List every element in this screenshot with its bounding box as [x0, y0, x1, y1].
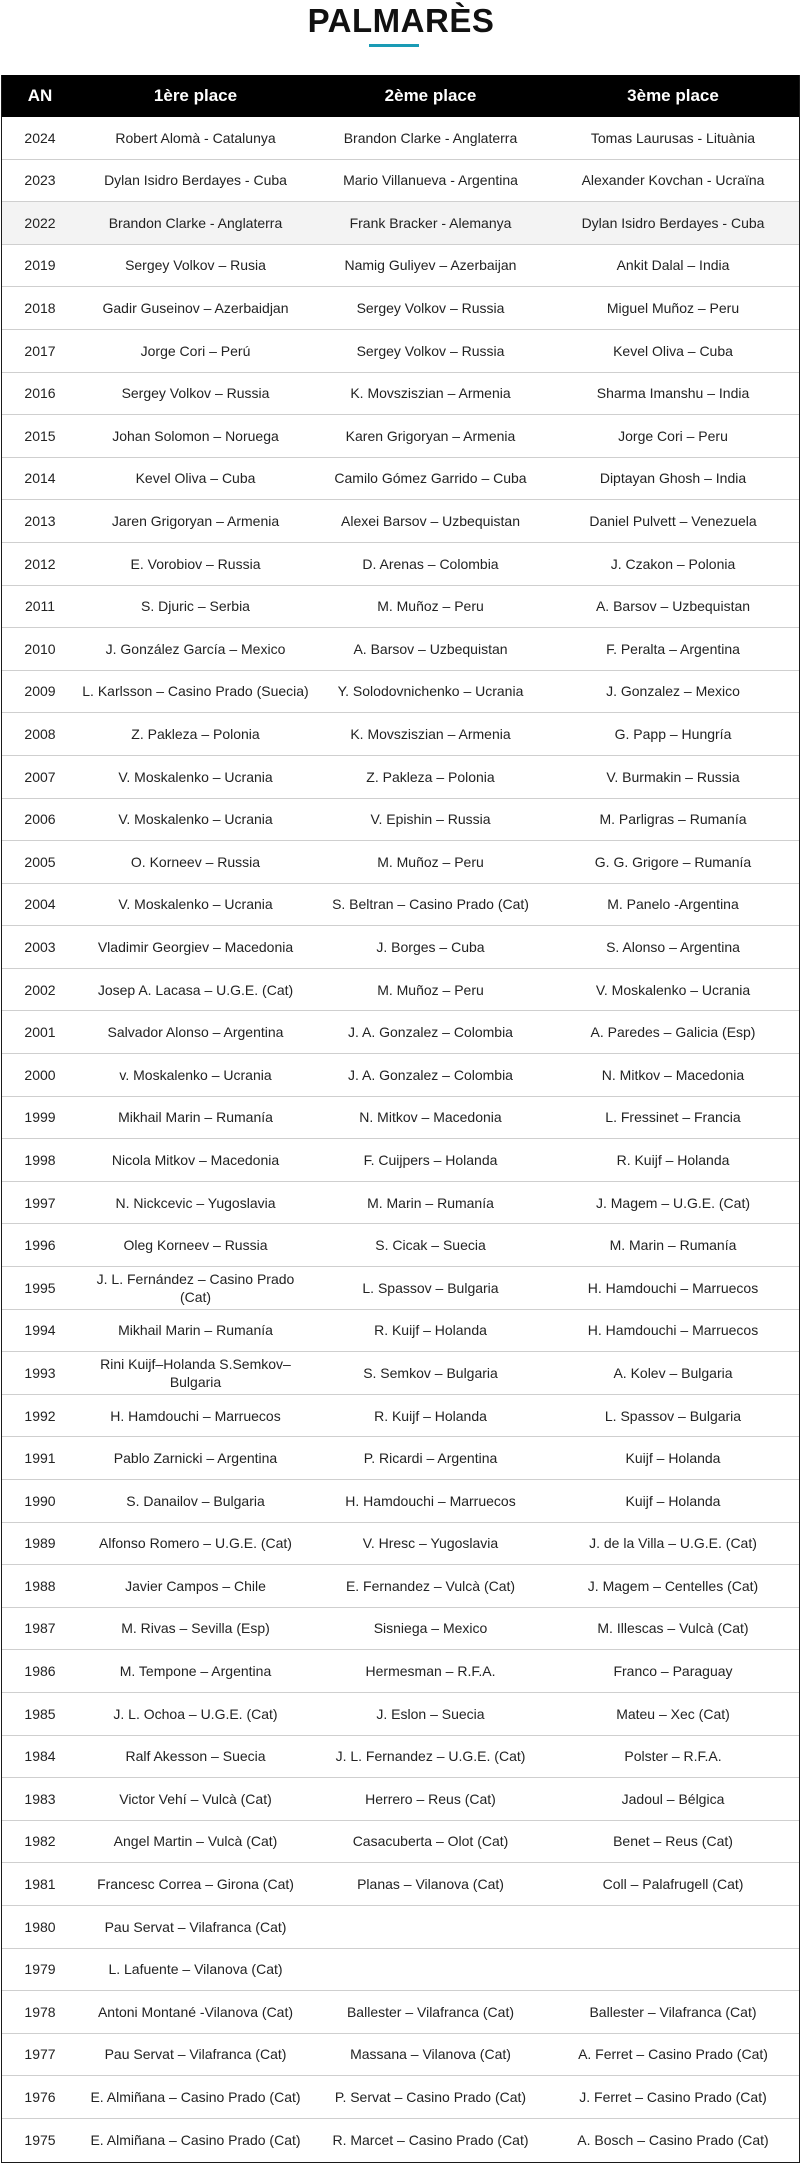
second-place-cell: S. Semkov – Bulgaria — [363, 1364, 498, 1381]
year-cell: 2006 — [24, 811, 56, 828]
table-row — [2, 287, 799, 330]
first-place-cell: Sergey Volkov – Russia — [121, 385, 270, 402]
first-place-cell: H. Hamdouchi – Marruecos — [110, 1407, 281, 1424]
third-place-cell: A. Barsov – Uzbequistan — [595, 598, 751, 615]
third-place-cell: Franco – Paraguay — [613, 1663, 733, 1680]
second-place-cell: Y. Solodovnichenko – Ucrania — [337, 683, 524, 700]
year-cell: 2011 — [24, 598, 56, 615]
second-place-cell: R. Kuijf – Holanda — [374, 1407, 487, 1424]
table-row — [2, 500, 799, 543]
year-cell: 1993 — [24, 1364, 56, 1381]
first-place-cell: Pablo Zarnicki – Argentina — [113, 1450, 278, 1467]
year-cell: 1978 — [24, 2003, 56, 2020]
table-row — [2, 202, 799, 245]
year-cell: 1984 — [24, 1748, 56, 1765]
first-place-cell: Pau Servat – Vilafranca (Cat) — [104, 1918, 287, 1935]
second-place-cell: Mario Villanueva - Argentina — [343, 172, 518, 189]
table-row — [2, 1736, 799, 1779]
second-place-cell: Camilo Gómez Garrido – Cuba — [334, 470, 527, 487]
first-place-cell: Jaren Grigoryan – Armenia — [111, 513, 280, 530]
year-cell: 1983 — [24, 1790, 56, 1807]
table-row — [2, 1650, 799, 1693]
first-place-cell: L. Karlsson – Casino Prado (Suecia) — [82, 683, 309, 700]
table-row — [2, 117, 799, 160]
header-second-place: 2ème place — [384, 86, 477, 105]
year-cell: 1981 — [24, 1876, 56, 1893]
year-cell: 1992 — [24, 1407, 56, 1424]
first-place-cell: Mikhail Marin – Rumanía — [118, 1109, 273, 1126]
second-place-cell: P. Ricardi – Argentina — [363, 1450, 498, 1467]
table-row — [2, 926, 799, 969]
second-place-cell: Hermesman – R.F.A. — [365, 1663, 496, 1680]
first-place-cell: Johan Solomon – Noruega — [112, 427, 279, 444]
third-place-cell: Jadoul – Bélgica — [621, 1790, 725, 1807]
first-place-cell: S. Djuric – Serbia — [141, 598, 250, 615]
table-row — [2, 458, 799, 501]
title-area — [0, 0, 802, 75]
second-place-cell: Z. Pakleza – Polonia — [366, 768, 495, 785]
year-cell: 2009 — [24, 683, 56, 700]
third-place-cell: Ankit Dalal – India — [616, 257, 730, 274]
third-place-cell: Tomas Laurusas - Lituània — [590, 129, 756, 146]
table-row — [2, 2119, 799, 2162]
third-place-cell: H. Hamdouchi – Marruecos — [587, 1322, 759, 1339]
third-place-cell: M. Panelo -Argentina — [607, 896, 739, 913]
table-row — [2, 1224, 799, 1267]
second-place-cell: Karen Grigoryan – Armenia — [345, 427, 516, 444]
second-place-cell: H. Hamdouchi – Marruecos — [345, 1492, 516, 1509]
second-place-cell: K. Movsziszian – Armenia — [350, 385, 511, 402]
first-place-cell: M. Rivas – Sevilla (Esp) — [121, 1620, 270, 1637]
third-place-cell: L. Fressinet – Francia — [605, 1109, 741, 1126]
second-place-cell: J. A. Gonzalez – Colombia — [348, 1066, 513, 1083]
year-cell: 1995 — [24, 1279, 56, 1296]
table-row — [2, 1863, 799, 1906]
second-place-cell: Sergey Volkov – Russia — [356, 342, 505, 359]
year-cell: 2004 — [24, 896, 56, 913]
second-place-cell: J. L. Fernandez – U.G.E. (Cat) — [335, 1748, 526, 1765]
first-place-cell: Brandon Clarke - Anglaterra — [108, 214, 283, 231]
second-place-cell: Casacuberta – Olot (Cat) — [352, 1833, 509, 1850]
first-place-cell: Sergey Volkov – Rusia — [125, 257, 266, 274]
year-cell: 2015 — [24, 427, 56, 444]
first-place-cell: Z. Pakleza – Polonia — [131, 726, 260, 743]
second-place-cell: M. Marin – Rumanía — [367, 1194, 494, 1211]
third-place-cell: R. Kuijf – Holanda — [616, 1151, 730, 1168]
second-place-cell: J. Borges – Cuba — [376, 938, 485, 955]
first-place-cell: S. Danailov – Bulgaria — [126, 1492, 265, 1509]
table-row — [2, 628, 799, 671]
year-cell: 1985 — [24, 1705, 56, 1722]
second-place-cell: L. Spassov – Bulgaria — [362, 1279, 499, 1296]
year-cell: 2012 — [24, 555, 56, 572]
year-cell: 2001 — [24, 1024, 56, 1041]
year-cell: 1996 — [24, 1237, 56, 1254]
second-place-cell: Sisniega – Mexico — [373, 1620, 488, 1637]
table-row — [2, 1480, 799, 1523]
first-place-cell: Rini Kuijf–Holanda S.Semkov–Bulgaria — [100, 1355, 291, 1391]
first-place-cell: Salvador Alonso – Argentina — [107, 1024, 284, 1041]
third-place-cell: Sharma Imanshu – India — [596, 385, 750, 402]
year-cell: 2013 — [24, 513, 56, 530]
second-place-cell: V. Epishin – Russia — [370, 811, 491, 828]
second-place-cell: Herrero – Reus (Cat) — [365, 1790, 496, 1807]
year-cell: 2003 — [24, 938, 56, 955]
first-place-cell: J. L. Ochoa – U.G.E. (Cat) — [113, 1705, 278, 1722]
first-place-cell: Robert Alomà - Catalunya — [115, 129, 276, 146]
table-row — [2, 1395, 799, 1438]
third-place-cell: Kuijf – Holanda — [625, 1492, 721, 1509]
third-place-cell: M. Parligras – Rumanía — [599, 811, 747, 828]
table-row — [2, 373, 799, 416]
second-place-cell: Alexei Barsov – Uzbequistan — [341, 513, 520, 530]
third-place-cell: A. Kolev – Bulgaria — [613, 1364, 733, 1381]
second-place-cell: Ballester – Vilafranca (Cat) — [346, 2003, 515, 2020]
year-cell: 1979 — [24, 1961, 56, 1978]
second-place-cell: V. Hresc – Yugoslavia — [362, 1535, 499, 1552]
third-place-cell: Daniel Pulvett – Venezuela — [589, 513, 757, 530]
title-underline — [369, 44, 419, 47]
table-row — [2, 1310, 799, 1353]
second-place-cell: Sergey Volkov – Russia — [356, 300, 505, 317]
table-row — [2, 841, 799, 884]
third-place-cell: Mateu – Xec (Cat) — [616, 1705, 730, 1722]
third-place-cell: J. Czakon – Polonia — [610, 555, 736, 572]
first-place-cell: Gadir Guseinov – Azerbaidjan — [102, 300, 289, 317]
third-place-cell: Benet – Reus (Cat) — [613, 1833, 733, 1850]
first-place-cell: Javier Campos – Chile — [125, 1577, 266, 1594]
second-place-cell: Brandon Clarke - Anglaterra — [343, 129, 518, 146]
third-place-cell: Kuijf – Holanda — [625, 1450, 721, 1467]
year-cell: 1977 — [24, 2046, 56, 2063]
table-row — [2, 1011, 799, 1054]
first-place-cell: L. Lafuente – Vilanova (Cat) — [108, 1961, 283, 1978]
third-place-cell: N. Mitkov – Macedonia — [601, 1066, 745, 1083]
third-place-cell: A. Paredes – Galicia (Esp) — [590, 1024, 756, 1041]
first-place-cell: V. Moskalenko – Ucrania — [118, 896, 273, 913]
first-place-cell: Pau Servat – Vilafranca (Cat) — [104, 2046, 287, 2063]
year-cell: 1997 — [24, 1194, 56, 1211]
table-header — [2, 75, 799, 117]
table-row — [2, 1821, 799, 1864]
year-cell: 1982 — [24, 1833, 56, 1850]
table-row — [2, 1565, 799, 1608]
third-place-cell: A. Ferret – Casino Prado (Cat) — [578, 2046, 768, 2063]
table-row — [2, 1054, 799, 1097]
table-row — [2, 1608, 799, 1651]
year-cell: 2002 — [24, 981, 56, 998]
table-row — [2, 969, 799, 1012]
year-cell: 2010 — [24, 640, 56, 657]
second-place-cell: S. Cicak – Suecia — [375, 1237, 486, 1254]
third-place-cell: J. Ferret – Casino Prado (Cat) — [579, 2089, 767, 2106]
third-place-cell: Alexander Kovchan - Ucraïna — [581, 172, 765, 189]
first-place-cell: E. Vorobiov – Russia — [130, 555, 261, 572]
third-place-cell: Dylan Isidro Berdayes - Cuba — [581, 214, 765, 231]
third-place-cell: Kevel Oliva – Cuba — [613, 342, 733, 359]
table-row — [2, 330, 799, 373]
year-cell: 2022 — [24, 214, 56, 231]
third-place-cell: Coll – Palafrugell (Cat) — [602, 1876, 744, 1893]
second-place-cell: Massana – Vilanova (Cat) — [350, 2046, 511, 2063]
third-place-cell: Miguel Muñoz – Peru — [606, 300, 740, 317]
header-third-place: 3ème place — [627, 86, 719, 105]
first-place-cell: Oleg Korneev – Russia — [123, 1237, 268, 1254]
table-row — [2, 1523, 799, 1566]
table-row — [2, 1693, 799, 1736]
year-cell: 2008 — [24, 726, 56, 743]
table-row — [2, 1437, 799, 1480]
table-row — [2, 1352, 799, 1395]
third-place-cell: Ballester – Vilafranca (Cat) — [589, 2003, 757, 2020]
second-place-cell: Planas – Vilanova (Cat) — [357, 1876, 504, 1893]
table-row — [2, 1267, 799, 1310]
first-place-cell: Josep A. Lacasa – U.G.E. (Cat) — [97, 981, 294, 998]
year-cell: 2019 — [24, 257, 56, 274]
second-place-cell: J. A. Gonzalez – Colombia — [348, 1024, 513, 1041]
second-place-cell: Frank Bracker - Alemanya — [349, 214, 512, 231]
year-cell: 1990 — [24, 1492, 56, 1509]
first-place-cell: Nicola Mitkov – Macedonia — [111, 1151, 280, 1168]
second-place-cell: A. Barsov – Uzbequistan — [353, 640, 508, 657]
table-row — [2, 1778, 799, 1821]
third-place-cell: J. Gonzalez – Mexico — [606, 683, 740, 700]
third-place-cell: M. Illescas – Vulcà (Cat) — [597, 1620, 749, 1637]
table-row — [2, 713, 799, 756]
year-cell: 1980 — [24, 1918, 56, 1935]
table-row — [2, 415, 799, 458]
second-place-cell: P. Servat – Casino Prado (Cat) — [334, 2089, 527, 2106]
first-place-cell: J. González García – Mexico — [105, 640, 286, 657]
table-body — [2, 117, 799, 2162]
table-row — [2, 245, 799, 288]
table-row — [2, 1139, 799, 1182]
third-place-cell: Jorge Cori – Peru — [618, 427, 728, 444]
third-place-cell: L. Spassov – Bulgaria — [604, 1407, 742, 1424]
table-row — [2, 1906, 799, 1949]
table-row — [2, 884, 799, 927]
first-place-cell: Dylan Isidro Berdayes - Cuba — [104, 172, 287, 189]
second-place-cell: M. Muñoz – Peru — [377, 598, 484, 615]
table-row — [2, 2076, 799, 2119]
year-cell: 1987 — [24, 1620, 56, 1637]
second-place-cell: Namig Guliyev – Azerbaijan — [344, 257, 517, 274]
year-cell: 2016 — [24, 385, 56, 402]
palmares-table — [1, 75, 800, 2163]
third-place-cell: A. Bosch – Casino Prado (Cat) — [577, 2132, 769, 2149]
year-cell: 2014 — [24, 470, 56, 487]
table-row — [2, 756, 799, 799]
year-cell: 1994 — [24, 1322, 56, 1339]
table-row — [2, 586, 799, 629]
table-row — [2, 799, 799, 842]
first-place-cell: Angel Martin – Vulcà (Cat) — [113, 1833, 278, 1850]
year-cell: 1999 — [24, 1109, 56, 1126]
third-place-cell: G. G. Grigore – Rumanía — [594, 853, 752, 870]
year-cell: 2007 — [24, 768, 56, 785]
third-place-cell: Diptayan Ghosh – India — [599, 470, 747, 487]
table-row — [2, 1991, 799, 2034]
first-place-cell: J. L. Fernández – Casino Prado (Cat) — [96, 1270, 295, 1305]
second-place-cell: F. Cuijpers – Holanda — [363, 1151, 498, 1168]
year-cell: 1989 — [24, 1535, 56, 1552]
third-place-cell: V. Moskalenko – Ucrania — [595, 981, 751, 998]
third-place-cell: J. Magem – U.G.E. (Cat) — [595, 1194, 751, 1211]
year-cell: 1986 — [24, 1663, 56, 1680]
first-place-cell: Vladimir Georgiev – Macedonia — [97, 938, 294, 955]
first-place-cell: E. Almiñana – Casino Prado (Cat) — [90, 2132, 301, 2149]
first-place-cell: Ralf Akesson – Suecia — [125, 1748, 266, 1765]
third-place-cell: M. Marin – Rumanía — [609, 1237, 737, 1254]
header-year: AN — [27, 86, 53, 105]
first-place-cell: Jorge Cori – Perú — [140, 342, 251, 359]
third-place-cell: H. Hamdouchi – Marruecos — [587, 1279, 759, 1296]
year-cell: 2017 — [24, 342, 56, 359]
table-row — [2, 543, 799, 586]
table-row — [2, 1949, 799, 1992]
second-place-cell: R. Marcet – Casino Prado (Cat) — [332, 2132, 529, 2149]
third-place-cell: V. Burmakin – Russia — [606, 768, 740, 785]
second-place-cell: R. Kuijf – Holanda — [374, 1322, 487, 1339]
year-cell: 1991 — [24, 1450, 56, 1467]
year-cell: 1988 — [24, 1577, 56, 1594]
table-row — [2, 160, 799, 203]
first-place-cell: Antoni Montané -Vilanova (Cat) — [97, 2003, 294, 2020]
year-cell: 2023 — [24, 172, 56, 189]
second-place-cell: J. Eslon – Suecia — [376, 1705, 485, 1722]
first-place-cell: Mikhail Marin – Rumanía — [118, 1322, 273, 1339]
second-place-cell: N. Mitkov – Macedonia — [359, 1109, 502, 1126]
third-place-cell: S. Alonso – Argentina — [606, 938, 740, 955]
year-cell: 1998 — [24, 1151, 56, 1168]
first-place-cell: V. Moskalenko – Ucrania — [118, 768, 273, 785]
table-row — [2, 1097, 799, 1140]
second-place-cell: M. Muñoz – Peru — [377, 853, 484, 870]
table-row — [2, 2034, 799, 2077]
third-place-cell: G. Papp – Hungría — [614, 726, 732, 743]
first-place-cell: Kevel Oliva – Cuba — [135, 470, 256, 487]
year-cell: 1976 — [24, 2089, 56, 2106]
first-place-cell: V. Moskalenko – Ucrania — [118, 811, 273, 828]
table-row — [2, 671, 799, 714]
second-place-cell: M. Muñoz – Peru — [377, 981, 484, 998]
page-title: PALMARÈS — [307, 2, 495, 39]
second-place-cell: E. Fernandez – Vulcà (Cat) — [345, 1577, 516, 1594]
year-cell: 2018 — [24, 300, 56, 317]
first-place-cell: N. Nickcevic – Yugoslavia — [115, 1194, 276, 1211]
second-place-cell: K. Movsziszian – Armenia — [350, 726, 511, 743]
year-cell: 2005 — [24, 853, 56, 870]
first-place-cell: v. Moskalenko – Ucrania — [119, 1066, 272, 1083]
year-cell: 2000 — [24, 1066, 56, 1083]
first-place-cell: M. Tempone – Argentina — [119, 1663, 272, 1680]
third-place-cell: Polster – R.F.A. — [624, 1748, 722, 1765]
first-place-cell: E. Almiñana – Casino Prado (Cat) — [90, 2089, 301, 2106]
first-place-cell: Alfonso Romero – U.G.E. (Cat) — [99, 1535, 292, 1552]
first-place-cell: Francesc Correa – Girona (Cat) — [97, 1876, 294, 1893]
year-cell: 2024 — [24, 129, 56, 146]
header-first-place: 1ère place — [153, 86, 238, 105]
second-place-cell: D. Arenas – Colombia — [362, 555, 499, 572]
year-cell: 1975 — [24, 2132, 56, 2149]
third-place-cell: J. de la Villa – U.G.E. (Cat) — [589, 1535, 757, 1552]
first-place-cell: O. Korneev – Russia — [130, 853, 261, 870]
third-place-cell: F. Peralta – Argentina — [606, 640, 740, 657]
first-place-cell: Victor Vehí – Vulcà (Cat) — [119, 1790, 272, 1807]
third-place-cell: J. Magem – Centelles (Cat) — [587, 1577, 759, 1594]
second-place-cell: S. Beltran – Casino Prado (Cat) — [332, 896, 529, 913]
table-row — [2, 1182, 799, 1225]
